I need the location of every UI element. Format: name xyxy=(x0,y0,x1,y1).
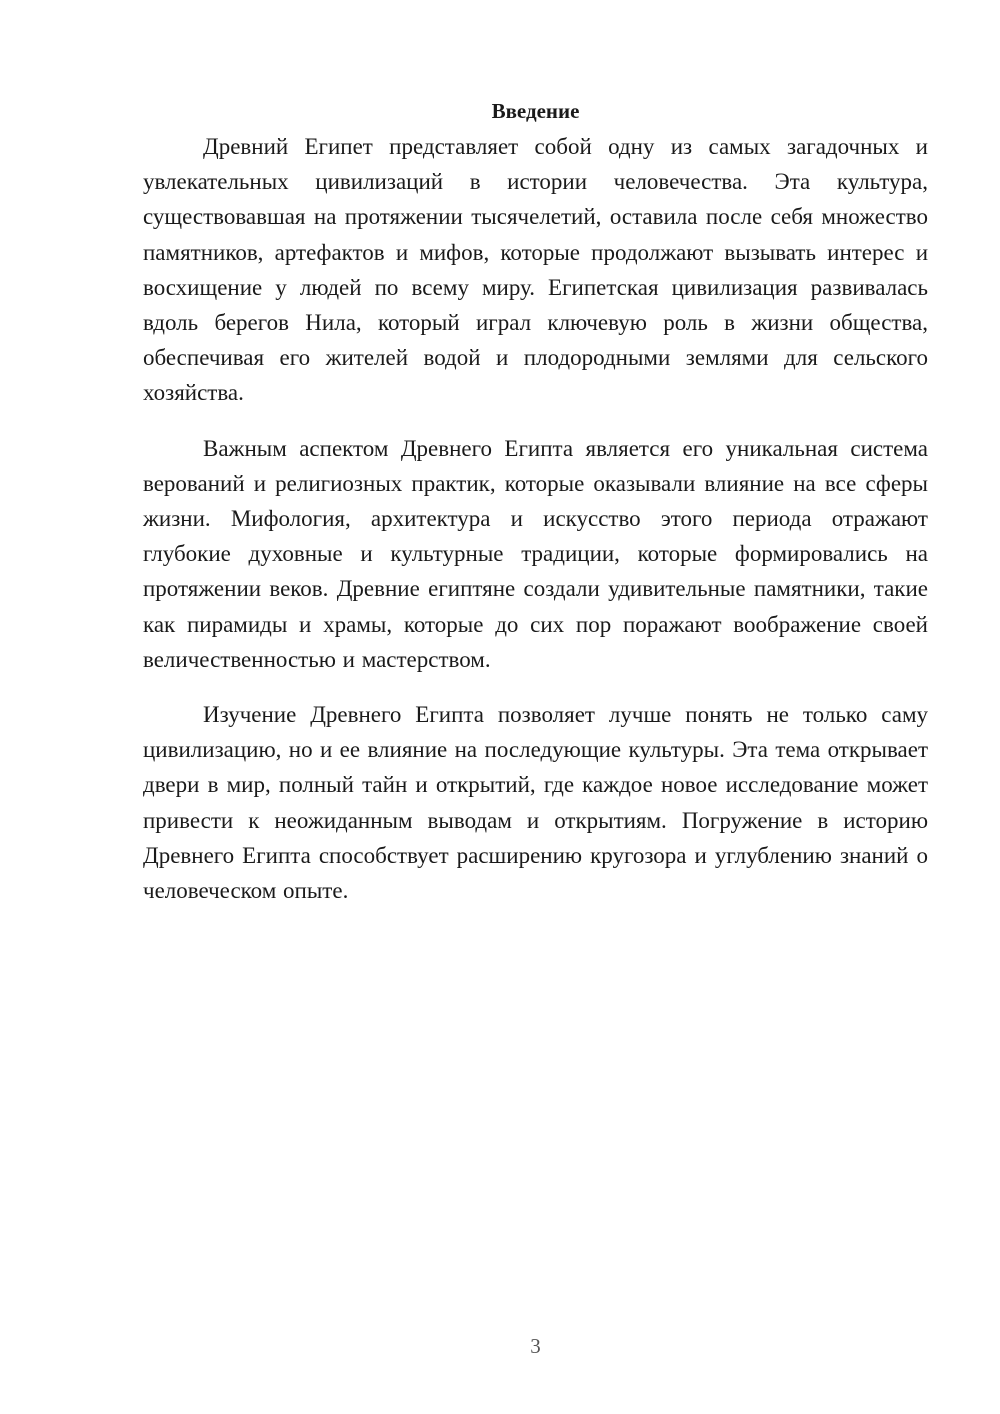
section-title: Введение xyxy=(491,99,580,123)
paragraph-1: Древний Египет представляет собой одну из самых загадочных и увлекательных цивилизаций в истории человечества. Эта культура, существовавшая на протяжении тысячелетий, оставила после себя множество памятников, артефактов и мифов, которые продолжают вызывать интерес и восхищение у людей по всему миру. Египетская цивилизация развивалась вдоль берегов Нила, который играл ключевую роль в жизни общества, обеспечивая его жителей водой и плодородными землями для сельского хозяйства. xyxy=(143,134,928,406)
page-content xyxy=(143,96,928,928)
paragraph-2: Важным аспектом Древнего Египта является его уникальная система верований и религиозных практик, которые оказывали влияние на все сферы жизни. Мифология, архитектура и искусство этого периода отражают глубокие духовные и культурные традиции, которые формировались на протяжении веков. Древние египтяне создали удивительные памятники, такие как пирамиды и храмы, которые до сих пор поражают воображение своей величественностью и мастерством. xyxy=(143,435,928,672)
paragraph-3: Изучение Древнего Египта позволяет лучше понять не только саму цивилизацию, но и ее влияние на последующие культуры. Эта тема открывает двери в мир, полный тайн и открытий, где каждое новое исследование может привести к неожиданным выводам и открытиям. Погружение в историю Древнего Египта способствует расширению кругозора и углублению знаний о человеческом опыте. xyxy=(143,702,928,904)
page-number: 3 xyxy=(530,1334,541,1358)
